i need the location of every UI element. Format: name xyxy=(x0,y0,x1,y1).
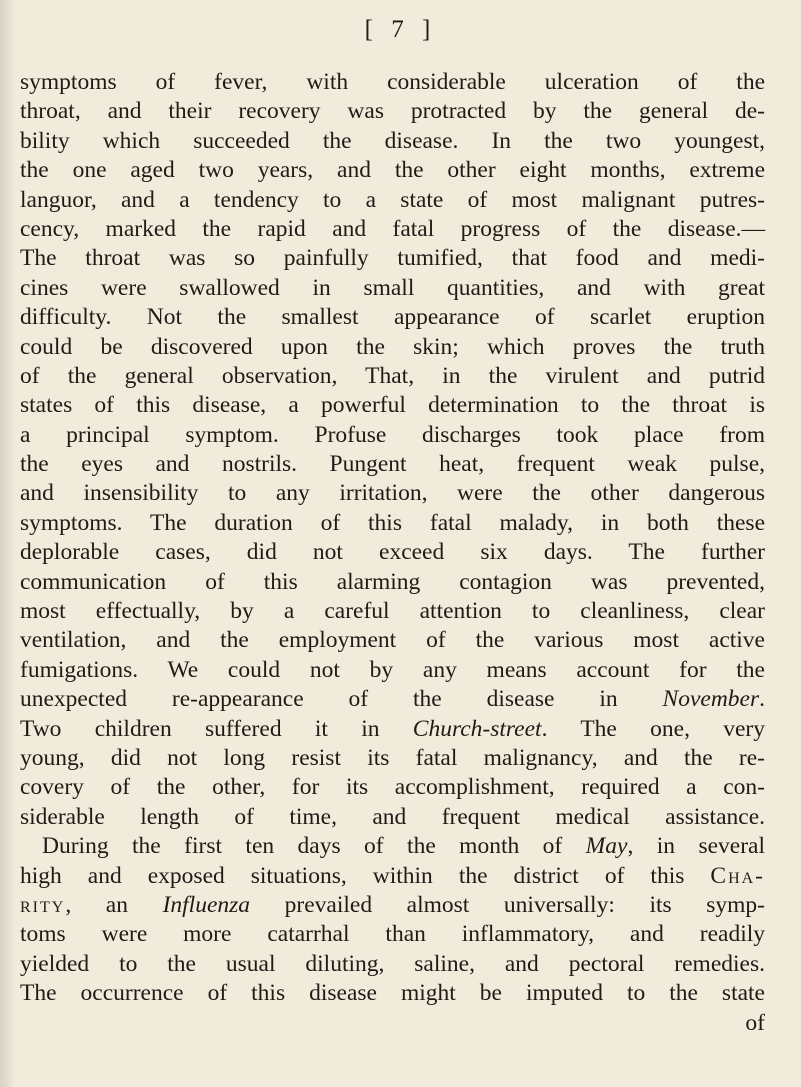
text-line: high and exposed situations, within the district of this Cha- xyxy=(20,862,765,889)
page-gutter-shadow xyxy=(0,0,14,1087)
text-line: ventilation, and the employment of the various most active xyxy=(20,627,765,654)
text-line: yielded to the usual diluting, saline, and pectoral remedies. xyxy=(20,950,765,977)
catchword: of xyxy=(745,1009,765,1036)
text-line: a principal symptom. Profuse discharges took place from xyxy=(20,421,765,448)
charity-small-caps: rity xyxy=(20,891,66,918)
text-line: symptoms of fever, with considerable ulceration of the xyxy=(20,69,765,95)
text-line: Two children suffered it in Church-street. The one, very xyxy=(20,715,765,742)
text-line: communication of this alarming contagion was prevented, xyxy=(20,568,765,595)
month-name-italic: May xyxy=(585,833,628,860)
text-line: During the first ten days of the month of May, in several xyxy=(42,833,765,860)
text-line: covery of the other, for its accomplishment, required a con- xyxy=(20,774,765,801)
text-line: languor, and a tendency to a state of most malignant putres- xyxy=(20,186,765,213)
text-line: difficulty. Not the smallest appearance of scarlet eruption xyxy=(20,304,765,331)
text-line: bility which succeeded the disease. In the two youngest, xyxy=(20,127,765,154)
text-line: symptoms. The duration of this fatal malady, in both these xyxy=(20,509,765,536)
text-line: and insensibility to any irritation, were the other dangerous xyxy=(20,480,765,507)
charity-small-caps: Cha- xyxy=(710,862,765,889)
text-line: toms were more catarrhal than inflammatory, and readily xyxy=(20,921,765,948)
text-line: siderable length of time, and frequent medical assistance. xyxy=(20,803,765,830)
text-line: states of this disease, a powerful determination to the throat is xyxy=(20,392,765,419)
street-name-italic: Church-street xyxy=(412,715,542,742)
text-line: the eyes and nostrils. Pungent heat, frequent weak pulse, xyxy=(20,451,765,478)
text-line: cines were swallowed in small quantities, and with great xyxy=(20,274,765,301)
text-line: young, did not long resist its fatal malignancy, and the re- xyxy=(20,744,765,771)
text-line: the one aged two years, and the other eight months, extreme xyxy=(20,157,765,184)
text-line: unexpected re-appearance of the disease in November. xyxy=(20,686,765,713)
text-line: cency, marked the rapid and fatal progress of the disease.— xyxy=(20,215,765,242)
month-name-italic: November xyxy=(662,686,760,713)
page-number: [ 7 ] xyxy=(364,16,437,43)
text-line: of the general observation, That, in the virulent and putrid xyxy=(20,362,765,389)
text-line: deplorable cases, did not exceed six days. The further xyxy=(20,539,765,566)
text-line: could be discovered upon the skin; which proves the truth xyxy=(20,333,765,360)
text-line: throat, and their recovery was protracted by the general de- xyxy=(20,98,765,125)
text-line: rity, an Influenza prevailed almost universally: its symp- xyxy=(20,891,765,918)
text-line: most effectually, by a careful attention to cleanliness, clear xyxy=(20,598,765,625)
text-line: The throat was so painfully tumified, that food and medi- xyxy=(20,245,765,272)
body-text xyxy=(20,68,765,1038)
text-line: The occurrence of this disease might be imputed to the state xyxy=(20,980,765,1007)
text-line: fumigations. We could not by any means account for the xyxy=(20,656,765,683)
influenza-italic: Influenza xyxy=(162,891,251,918)
